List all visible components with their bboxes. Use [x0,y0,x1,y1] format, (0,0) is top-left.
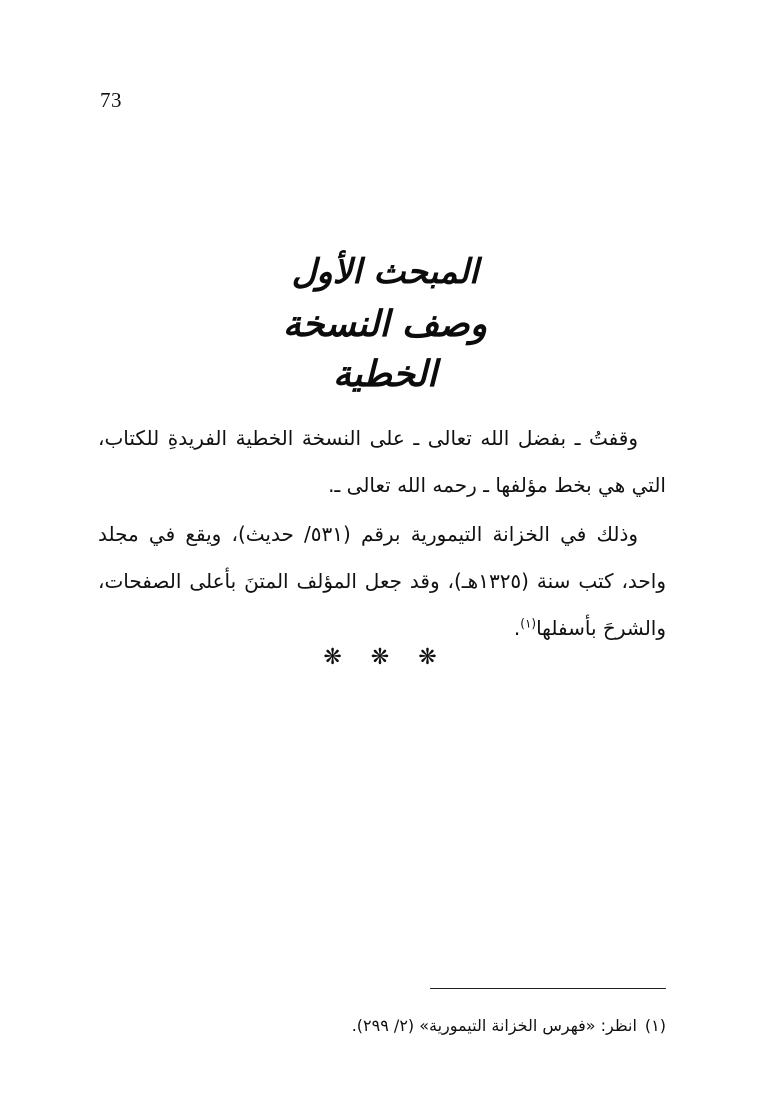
chapter-subheading: وصف النسخة الخطية [282,304,488,395]
body-paragraph-2 [98,511,666,652]
footnote [280,1012,666,1040]
footnote-number: (١) [644,1016,666,1035]
body-paragraph-2-end: . [513,616,521,640]
footnote-text: انظر: «فهرس الخزانة التيمورية» (٢/ ٢٩٩). [351,1016,637,1035]
page-number: 73 [100,88,122,112]
footnote-divider [430,988,666,989]
footnote-reference-marker: (١) [520,616,537,631]
chapter-heading: المبحث الأول [291,252,479,292]
section-separator: ❋ ❋ ❋ [323,645,437,670]
body-paragraph-2-text: وذلك في الخزانة التيمورية برقم (٥٣١/ حديث)، ويقع في مجلد واحد، كتب سنة (١٣٢٥هـ)، وقد جعل المؤلف المتنَ بأعلى الصفحات، والشرحَ بأسفلها [98,522,666,640]
body-paragraph-1: وقفتُ ـ بفضل الله تعالى ـ على النسخة الخطية الفريدةِ للكتاب، التي هي بخط مؤلفها ـ رحمه الله تعالى ـ. [98,426,666,497]
